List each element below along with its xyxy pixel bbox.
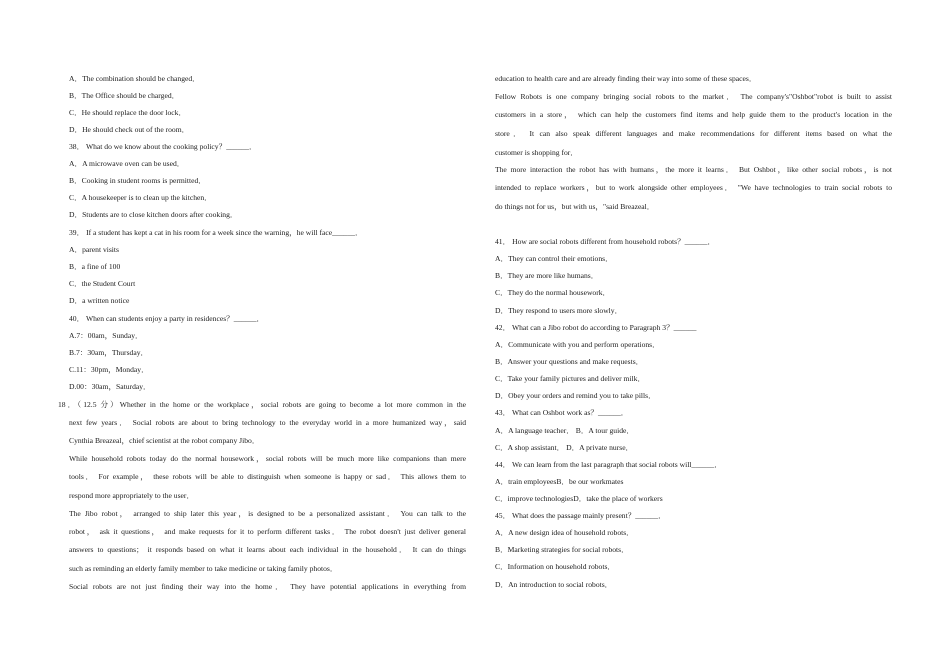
passage-line: Social robots are not just finding their way into the home． They have potential applications in everything from [69, 582, 466, 591]
answer-option: B．They are more like humans． [495, 271, 599, 280]
answer-option: A．train employeesB．be our workmates [495, 477, 624, 486]
answer-option: D．Obey your orders and remind you to take pills． [495, 391, 656, 400]
passage-line: robot， ask it questions， and make requests for it to perform different tasks． The robot doesn't just deliver general [69, 527, 466, 536]
passage-line: answers to questions； it responds based on what it learns about each individual in the household． It can do things [69, 545, 466, 554]
question-38: 38． What do we know about the cooking policy？______． [69, 142, 257, 151]
answer-option: D．An introduction to social robots． [495, 580, 613, 589]
answer-option: C．Take your family pictures and deliver milk． [495, 374, 646, 383]
answer-option: C．He should replace the door lock． [69, 108, 187, 117]
answer-option: D．They respond to users more slowly． [495, 306, 623, 315]
answer-option: A.7：00am，Sunday． [69, 331, 143, 340]
passage-line: Cynthia Breazeal，chief scientist at the robot company Jibo． [69, 436, 260, 445]
passage-line: The Jibo robot， arranged to ship later this year，is designed to be a personalized assistant． You can talk to the [69, 509, 466, 518]
question-41: 41． How are social robots different from household robots？______． [495, 237, 716, 246]
answer-option: A．Communicate with you and perform operations． [495, 340, 660, 349]
passage-line: tools． For example， these robots will be able to distinguish when someone is happy or sad． This allows them to [69, 472, 466, 481]
question-42: 42． What can a Jibo robot do according to Paragraph 3？______ [495, 323, 697, 332]
answer-option: D．Students are to close kitchen doors after cooking． [69, 210, 238, 219]
passage-line: customers in a store， which can help the customers find items and help guide them to the product's location in the [495, 110, 892, 119]
answer-option: C．A shop assistant． D．A private nurse． [495, 443, 634, 452]
answer-option: C．Information on household robots． [495, 562, 616, 571]
answer-option: C.11：30pm，Monday． [69, 365, 149, 374]
answer-option: D.00：30am，Saturday． [69, 382, 151, 391]
answer-option: C．the Student Court [69, 279, 136, 288]
answer-option: D．a written notice [69, 296, 130, 305]
answer-option: A．The combination should be changed． [69, 74, 200, 83]
passage-line: Fellow Robots is one company bringing social robots to the market． The company's"Oshbot"robot is built to assist [495, 92, 892, 101]
passage-line: such as reminding an elderly family member to take medicine or taking family photos． [69, 564, 338, 573]
answer-option: A．A microwave oven can be used． [69, 159, 185, 168]
passage-line: next few years． Social robots are about to bring technology to the everyday world in a more humanized way，said [69, 418, 466, 427]
passage-heading: 18．（12.5 分）Whether in the home or the workplace，social robots are going to become a lot more common in the [58, 400, 466, 409]
question-44: 44． We can learn from the last paragraph that social robots will______． [495, 460, 722, 469]
answer-option: C．A housekeeper is to clean up the kitchen． [69, 193, 212, 202]
answer-option: B．Cooking in student rooms is permitted． [69, 176, 206, 185]
answer-option: A．A language teacher． B．A tour guide． [495, 426, 634, 435]
passage-line: The more interaction the robot has with humans，the more it learns． But Oshbot，like other social robots，is not [495, 165, 892, 174]
answer-option: C．They do the normal housework． [495, 288, 611, 297]
answer-option: A．They can control their emotions． [495, 254, 613, 263]
question-40: 40． When can students enjoy a party in residences？______． [69, 314, 265, 323]
answer-option: B.7：30am，Thursday． [69, 348, 149, 357]
answer-option: A．parent visits [69, 245, 119, 254]
passage-line: store． It can also speak different languages and make recommendations for different items based on what the [495, 129, 892, 138]
answer-option: B．Marketing strategies for social robots． [495, 545, 629, 554]
answer-option: B．a fine of 100 [69, 262, 121, 271]
passage-line: education to health care and are already finding their way into some of these spaces． [495, 74, 757, 83]
question-45: 45． What does the passage mainly present？______． [495, 511, 666, 520]
passage-line: While household robots today do the normal housework，social robots will be much more like companions than mere [69, 454, 466, 463]
passage-line: respond more appropriately to the user． [69, 491, 195, 500]
question-39: 39． If a student has kept a cat in his room for a week since the warning，he will face______． [69, 228, 363, 237]
question-43: 43． What can Oshbot work as？______． [495, 408, 629, 417]
answer-option: C．improve technologiesD．take the place of workers [495, 494, 663, 503]
passage-line: intended to replace workers，but to work alongside other employees． "We have technologies to train social robots to [495, 183, 892, 192]
passage-line: customer is shopping for． [495, 148, 578, 157]
answer-option: B．Answer your questions and make requests． [495, 357, 644, 366]
answer-option: B．The Office should be charged． [69, 91, 180, 100]
answer-option: A．A new design idea of household robots． [495, 528, 634, 537]
passage-line: do things not for us，but with us，"said Breazeal． [495, 202, 655, 211]
answer-option: D．He should check out of the room． [69, 125, 190, 134]
